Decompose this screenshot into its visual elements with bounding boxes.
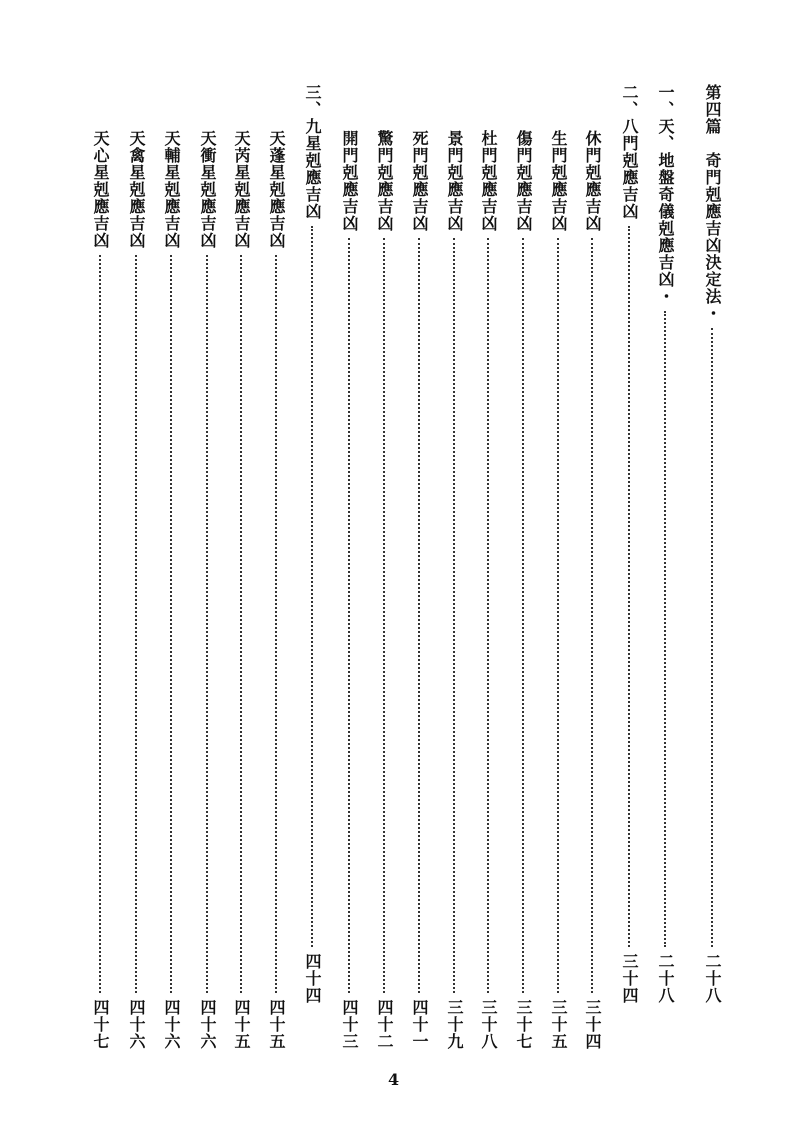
toc-entry bbox=[86, 130, 114, 1050]
toc-entry-title: 天禽星剋應吉凶 bbox=[127, 130, 146, 249]
toc-entry-page: 四十四 bbox=[303, 953, 322, 1004]
toc-entry-page: 四十六 bbox=[127, 999, 146, 1050]
toc-entry-title: 天輔星剋應吉凶 bbox=[162, 130, 181, 249]
toc-entry-page: 三十八 bbox=[479, 999, 498, 1050]
toc-entry-page: 四十五 bbox=[267, 999, 286, 1050]
toc-entry-page: 三十九 bbox=[445, 999, 464, 1050]
leader-dots bbox=[487, 238, 489, 993]
toc-entry-title: 第四篇 奇門剋應吉凶決定法・ bbox=[703, 84, 722, 322]
leader-dots bbox=[383, 238, 385, 993]
toc-entry-page: 三十七 bbox=[514, 999, 533, 1050]
toc-entry bbox=[262, 130, 290, 1050]
leader-dots bbox=[628, 226, 630, 947]
toc-entry-title: 天衝星剋應吉凶 bbox=[198, 130, 217, 249]
toc-entry bbox=[474, 130, 502, 1050]
toc-entry-page: 四十三 bbox=[340, 999, 359, 1050]
toc-entry bbox=[298, 84, 326, 1004]
leader-dots bbox=[522, 238, 524, 993]
toc-entry-title: 一、天、地盤奇儀剋應吉凶・ bbox=[656, 84, 675, 305]
toc-entry bbox=[157, 130, 185, 1050]
toc-entry-page: 三十五 bbox=[549, 999, 568, 1050]
leader-dots bbox=[348, 238, 350, 993]
toc-entry bbox=[615, 84, 643, 1004]
toc-entry-title: 三、九星剋應吉凶 bbox=[303, 84, 322, 220]
toc-entry-page: 二十八 bbox=[703, 953, 722, 1004]
toc-entry bbox=[698, 84, 726, 1004]
toc-entry-page: 三十四 bbox=[583, 999, 602, 1050]
toc-entry-page: 四十一 bbox=[410, 999, 429, 1050]
toc-entry bbox=[651, 84, 679, 1004]
leader-dots bbox=[135, 255, 137, 993]
toc-entry bbox=[544, 130, 572, 1050]
toc-entry-title: 二、八門剋應吉凶 bbox=[620, 84, 639, 220]
toc-entry-title: 死門剋應吉凶 bbox=[410, 130, 429, 232]
toc-entry-title: 天芮星剋應吉凶 bbox=[232, 130, 251, 249]
toc-entry-page: 四十七 bbox=[91, 999, 110, 1050]
toc-entry bbox=[370, 130, 398, 1050]
leader-dots bbox=[557, 238, 559, 993]
page-number: 4 bbox=[388, 1070, 400, 1089]
toc-entry-title: 天蓬星剋應吉凶 bbox=[267, 130, 286, 249]
toc-entry-title: 驚門剋應吉凶 bbox=[375, 130, 394, 232]
toc-entry-page: 四十六 bbox=[198, 999, 217, 1050]
toc-entry-page: 三十四 bbox=[620, 953, 639, 1004]
leader-dots bbox=[591, 238, 593, 993]
leader-dots bbox=[418, 238, 420, 993]
toc-entry-title: 傷門剋應吉凶 bbox=[514, 130, 533, 232]
leader-dots bbox=[453, 238, 455, 993]
toc-entry bbox=[440, 130, 468, 1050]
toc-entry-title: 生門剋應吉凶 bbox=[549, 130, 568, 232]
toc-entry-title: 休門剋應吉凶 bbox=[583, 130, 602, 232]
leader-dots bbox=[711, 328, 713, 947]
leader-dots bbox=[99, 255, 101, 993]
leader-dots bbox=[664, 311, 666, 947]
toc-entry bbox=[122, 130, 150, 1050]
toc-entry bbox=[227, 130, 255, 1050]
toc-entry-page: 二十八 bbox=[656, 953, 675, 1004]
toc-entry bbox=[335, 130, 363, 1050]
toc-entry bbox=[405, 130, 433, 1050]
leader-dots bbox=[275, 255, 277, 993]
toc-entry bbox=[193, 130, 221, 1050]
leader-dots bbox=[240, 255, 242, 993]
leader-dots bbox=[206, 255, 208, 993]
toc-entry-title: 杜門剋應吉凶 bbox=[479, 130, 498, 232]
toc-entry-page: 四十六 bbox=[162, 999, 181, 1050]
toc-entry-page: 四十二 bbox=[375, 999, 394, 1050]
toc-entry-title: 天心星剋應吉凶 bbox=[91, 130, 110, 249]
toc-entry bbox=[578, 130, 606, 1050]
toc-entry-title: 景門剋應吉凶 bbox=[445, 130, 464, 232]
leader-dots bbox=[170, 255, 172, 993]
toc-entry-page: 四十五 bbox=[232, 999, 251, 1050]
toc-entry bbox=[509, 130, 537, 1050]
leader-dots bbox=[311, 226, 313, 947]
toc-entry-title: 開門剋應吉凶 bbox=[340, 130, 359, 232]
